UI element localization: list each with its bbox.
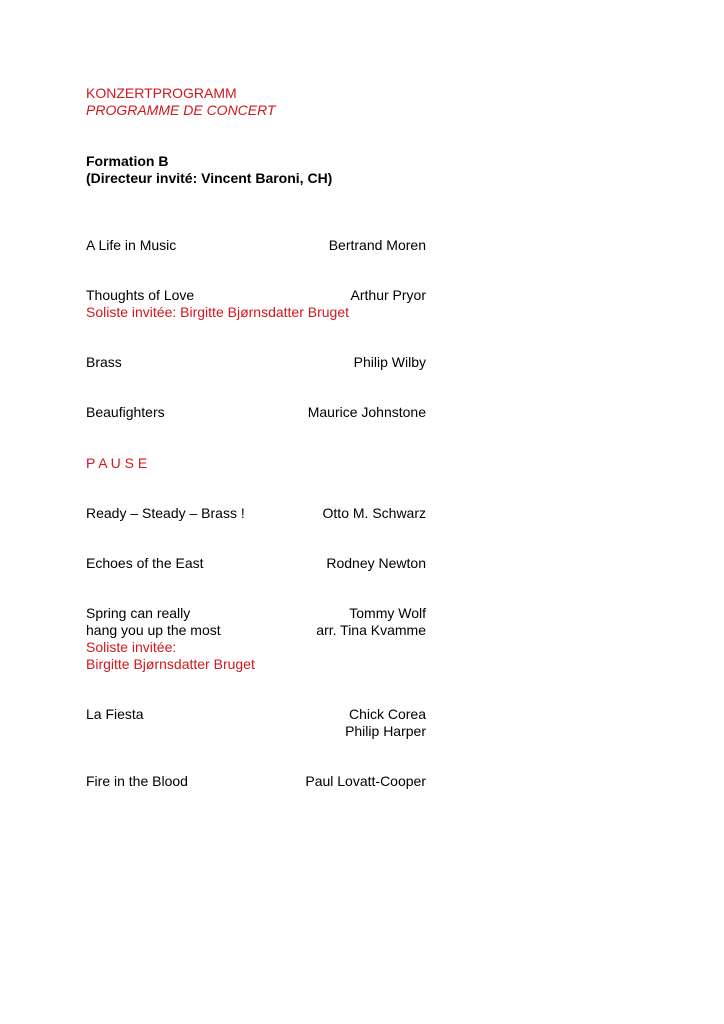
program-item-title: Thoughts of Love: [86, 287, 195, 303]
pause-label: P A U S E: [86, 455, 148, 471]
program-item-composer: Chick Corea: [348, 706, 426, 722]
program-item-soloist-name: Birgitte Bjørnsdatter Bruget: [86, 656, 255, 672]
program-item-title: Spring can really: [86, 605, 191, 621]
program-item-composer: Paul Lovatt-Cooper: [305, 773, 426, 789]
program-item-soloist: Soliste invitée:: [86, 639, 177, 655]
program-item-composer: Maurice Johnstone: [307, 404, 426, 420]
program-item-composer: Rodney Newton: [326, 555, 426, 571]
program-item-title: A Life in Music: [86, 237, 177, 253]
program-item-soloist: Soliste invitée: Birgitte Bjørnsdatter Bruget: [86, 304, 350, 320]
formation-director: (Directeur invité: Vincent Baroni, CH): [86, 170, 333, 186]
program-item-title: La Fiesta: [86, 706, 144, 722]
program-item-title: Fire in the Blood: [86, 773, 188, 789]
program-item-composer: Philip Wilby: [353, 354, 426, 370]
title-german: KONZERTPROGRAMM: [86, 85, 237, 101]
program-item-composer: Bertrand Moren: [328, 237, 426, 253]
program-item-title: Echoes of the East: [86, 555, 204, 571]
title-french: PROGRAMME DE CONCERT: [86, 102, 276, 118]
program-item-title: Brass: [86, 354, 122, 370]
program-item-arranger: arr. Tina Kvamme: [316, 622, 426, 638]
formation-name: Formation B: [86, 153, 169, 169]
program-item-title: Ready – Steady – Brass !: [86, 505, 245, 521]
program-item-composer: Otto M. Schwarz: [322, 505, 426, 521]
program-item-composer: Tommy Wolf: [349, 605, 426, 621]
program-item-arranger: Philip Harper: [345, 723, 426, 739]
program-item-title-cont: hang you up the most: [86, 622, 221, 638]
program-item-composer: Arthur Pryor: [350, 287, 426, 303]
program-item-title: Beaufighters: [86, 404, 165, 420]
